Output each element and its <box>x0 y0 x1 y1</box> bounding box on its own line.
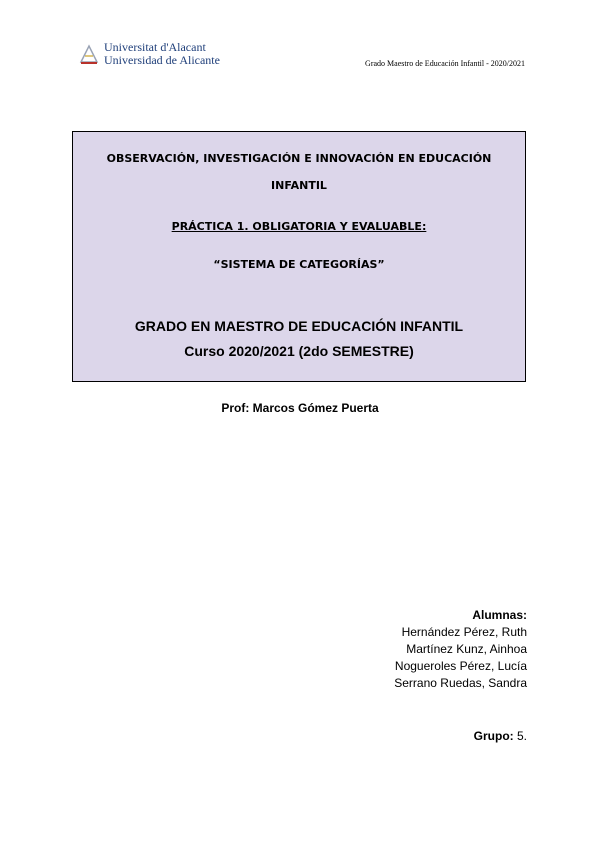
university-name <box>104 41 220 67</box>
university-name-line1: Universitat d'Alacant <box>104 40 206 54</box>
degree-title: GRADO EN MAESTRO DE EDUCACIÓN INFANTIL <box>134 318 464 334</box>
student-name: Martínez Kunz, Ainhoa <box>406 642 527 656</box>
university-logo <box>79 41 220 67</box>
header-course-reference: Grado Maestro de Educación Infantil - 2020/2021 <box>365 59 525 68</box>
students-block <box>394 607 527 692</box>
title-box <box>72 131 526 382</box>
students-heading: Alumnas: <box>472 608 527 622</box>
university-logo-icon <box>79 42 99 66</box>
practice-topic: “SISTEMA DE CATEGORÍAS” <box>213 258 385 271</box>
professor-name: Prof: Marcos Gómez Puerta <box>221 401 379 415</box>
university-name-line2: Universidad de Alicante <box>104 53 220 67</box>
group-value: 5. <box>513 729 527 743</box>
course-year: Curso 2020/2021 (2do SEMESTRE) <box>184 343 414 359</box>
subject-title-line1: OBSERVACIÓN, INVESTIGACIÓN E INNOVACIÓN EN EDUCACIÓN <box>106 152 492 165</box>
student-name: Nogueroles Pérez, Lucía <box>394 659 527 673</box>
subject-title-line2: INFANTIL <box>271 179 327 192</box>
student-name: Serrano Ruedas, Sandra <box>394 676 527 690</box>
student-name: Hernández Pérez, Ruth <box>401 625 527 639</box>
group-block <box>474 729 527 743</box>
practice-title: PRÁCTICA 1. OBLIGATORIA Y EVALUABLE: <box>171 220 427 233</box>
group-label: Grupo: <box>473 729 514 743</box>
